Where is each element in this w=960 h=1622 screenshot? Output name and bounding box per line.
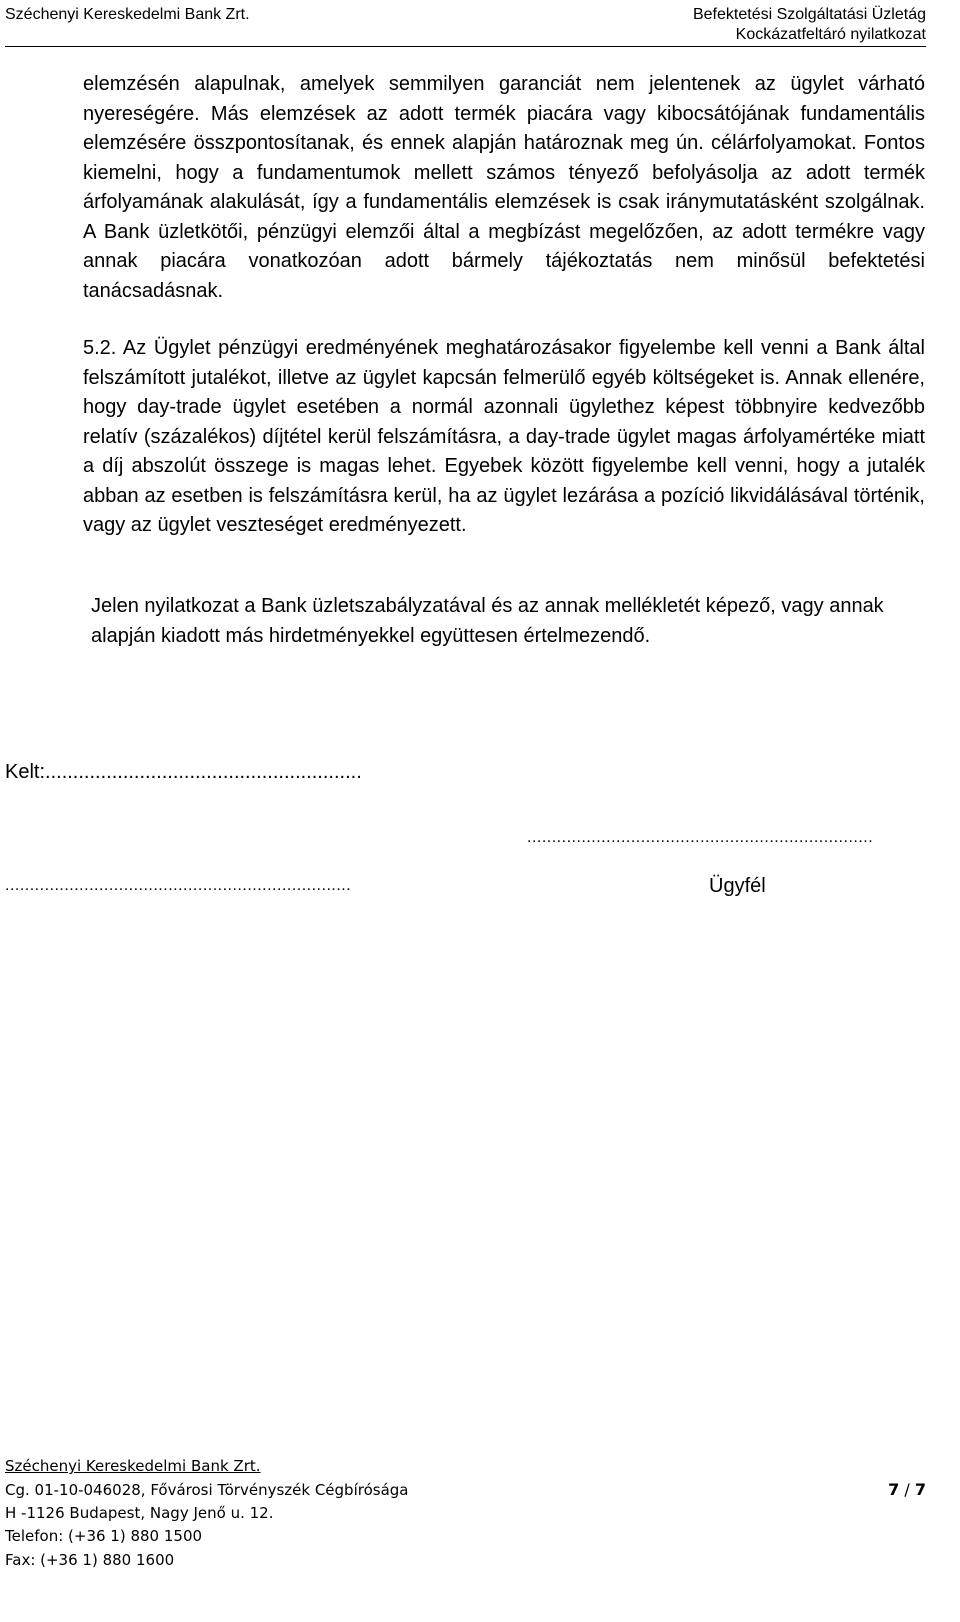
header-division: Befektetési Szolgáltatási Üzletág	[692, 6, 926, 23]
paragraph-3: Jelen nyilatkozat a Bank üzletszabályzatával és az annak mellékletét képező, vagy annak alapján kiadott más hirdetményekkel együttesen értelmezendő.	[91, 595, 884, 647]
page-total: 7	[914, 1480, 926, 1499]
page-number	[888, 1480, 926, 1500]
date-field: Kelt:.........................................................	[5, 761, 362, 783]
page-separator: /	[899, 1480, 915, 1499]
footer-registry: Cg. 01-10-046028, Fővárosi Törvényszék Cégbírósága	[5, 1481, 409, 1499]
bank-signature-line: ......................................................................	[5, 877, 352, 894]
page-current: 7	[888, 1480, 900, 1499]
paragraph-2: 5.2. Az Ügylet pénzügyi eredményének meghatározásakor figyelembe kell venni a Bank által felszámított jutalékot, illetve az ügylet kapcsán felmerülő egyéb költségeket is. Annak ellenére, hogy day-trade ügylet esetében a normál azonnali ügylethez képest többnyire kedvezőbb relatív (százalékos) díjtétel kerül felszámításra, a day-trade ügylet magas árfolyamértéke miatt a díj abszolút összege is magas lehet. Egyebek között figyelembe kell venni, hogy a jutalék abban az esetben is felszámításra kerül, ha az ügylet lezárása a pozíció likvidálásával történik, vagy az ügylet veszteséget eredményezett.	[83, 337, 925, 536]
client-label: Ügyfél	[709, 875, 766, 897]
header-divider	[5, 46, 926, 47]
header-company: Széchenyi Kereskedelmi Bank Zrt.	[5, 6, 250, 23]
paragraph-1: elemzésén alapulnak, amelyek semmilyen garanciát nem jelentenek az ügylet várható nyereségére. Más elemzések az adott termék piacára vagy kibocsátójának fundamentális elemzésére összpontosítanak, és ennek alapján határoznak meg ún. célárfolyamokat. Fontos kiemelni, hogy a fundamentumok mellett számos tényező befolyásolja az adott termék árfolyamának alakulását, így a fundamentális elemzések is csak iránymutatásként szolgálnak. A Bank üzletkötői, pénzügyi elemzői által a megbízást megelőzően, az adott termékre vagy annak piacára vonatkozóan adott bármely tájékoztatás nem minősül befektetési tanácsadásnak.	[83, 73, 925, 302]
footer-address: H -1126 Budapest, Nagy Jenő u. 12.	[5, 1504, 274, 1522]
footer-fax: Fax: (+36 1) 880 1600	[5, 1551, 175, 1569]
header-doc-title: Kockázatfeltáró nyilatkozat	[735, 26, 926, 43]
footer-phone: Telefon: (+36 1) 880 1500	[5, 1527, 203, 1545]
header-right	[693, 5, 926, 45]
footer-company: Széchenyi Kereskedelmi Bank Zrt.	[5, 1457, 261, 1475]
client-signature-line: ......................................................................	[527, 829, 874, 846]
